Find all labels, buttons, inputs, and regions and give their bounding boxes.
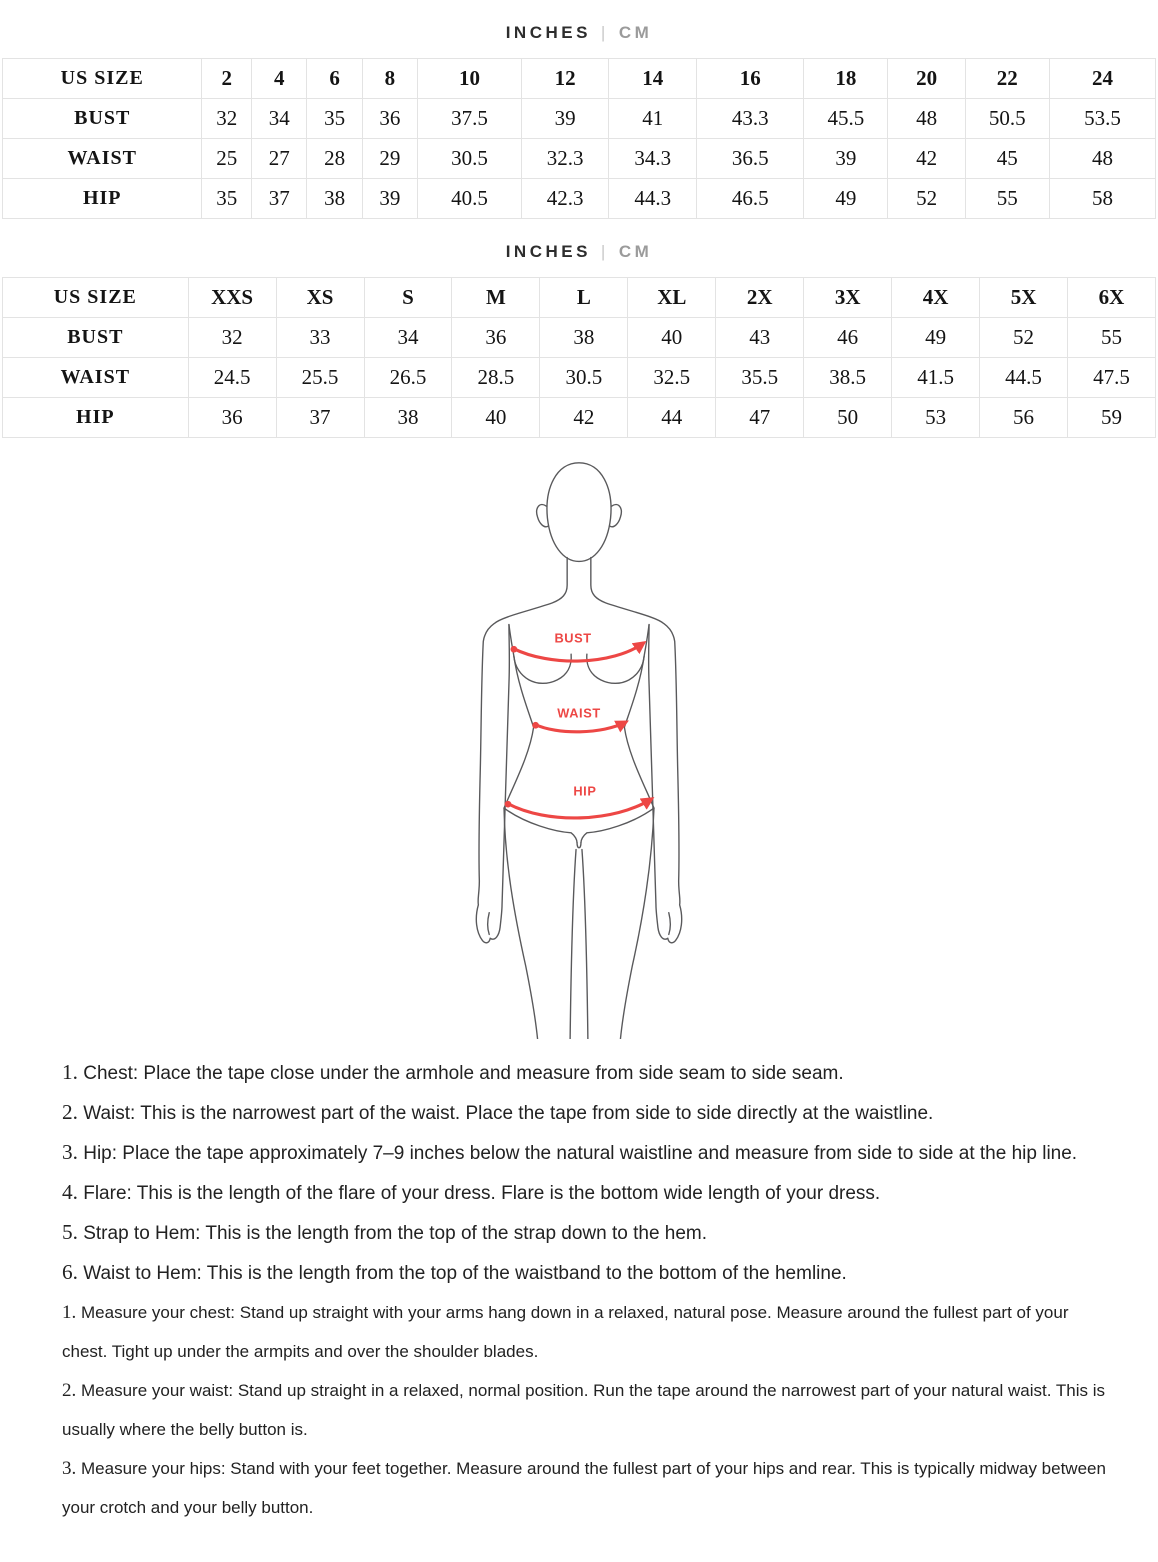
size-column-header: 6X [1068,278,1156,318]
size-column-header: 14 [609,59,697,99]
measurement-value-cell: 34.3 [609,139,697,179]
measurement-value-cell: 43 [716,318,804,358]
measurement-value-cell: 30.5 [418,139,522,179]
measuring-instructions [0,1039,1158,1527]
measurement-value-cell: 34 [364,318,452,358]
measurement-value-cell: 36 [188,398,276,438]
measurement-value-cell: 56 [980,398,1068,438]
measurement-value-cell: 52 [888,179,965,219]
measurement-value-cell: 42 [540,398,628,438]
bust-measure-arrow [513,643,643,661]
measurement-value-cell: 25 [202,139,252,179]
alpha-size-table [2,277,1156,438]
hip-measure-arrow [507,799,651,818]
size-column-header: XXS [188,278,276,318]
measurement-value-cell: 45 [965,139,1049,179]
measurement-value-cell: 48 [888,99,965,139]
measurement-value-cell: 41 [609,99,697,139]
head-outline [547,463,611,562]
measurement-value-cell: 53 [892,398,980,438]
size-column-header: 18 [804,59,888,99]
measurement-value-cell: 44 [628,398,716,438]
instruction-number: 2. [62,1100,78,1124]
measurement-row [3,179,1156,219]
size-column-header: 10 [418,59,522,99]
unit-toggle [0,0,1158,58]
measurement-row [3,318,1156,358]
measurement-value-cell: 46 [804,318,892,358]
measurement-row-label: BUST [3,99,202,139]
measurement-value-cell: 50.5 [965,99,1049,139]
size-column-header: 8 [362,59,417,99]
instruction-number: 3. [62,1458,77,1479]
waist-label: WAIST [557,705,601,721]
size-column-header: 12 [521,59,609,99]
instruction-item: 2. Waist: This is the narrowest part of the waist. Place the tape from side to side directly at the waistline. [62,1100,934,1124]
unit-option-inches[interactable]: INCHES [505,242,591,261]
measurement-value-cell: 40 [452,398,540,438]
size-header-row [3,59,1156,99]
measurement-value-cell: 48 [1049,139,1155,179]
instruction-number: 1. [62,1060,78,1084]
measurement-row-label: WAIST [3,358,189,398]
right-shoulder-arm-outline [591,558,682,943]
measurement-value-cell: 40.5 [418,179,522,219]
measurement-value-cell: 38 [364,398,452,438]
size-column-header: 5X [980,278,1068,318]
measurement-value-cell: 55 [1068,318,1156,358]
measurement-value-cell: 28.5 [452,358,540,398]
measurement-value-cell: 36.5 [697,139,804,179]
instruction-item: 4. Flare: This is the length of the flare of your dress. Flare is the bottom wide length of your dress. [62,1180,881,1204]
measurement-value-cell: 42 [888,139,965,179]
measurement-row [3,99,1156,139]
instruction-item: 2. Measure your waist: Stand up straight in a relaxed, normal position. Run the tape around the narrowest part of your natural waist. This is usually where the belly button is. [62,1380,1106,1439]
measurement-value-cell: 33 [276,318,364,358]
measurement-value-cell: 53.5 [1049,99,1155,139]
measurement-value-cell: 50 [804,398,892,438]
size-column-header: 24 [1049,59,1155,99]
measurement-value-cell: 39 [804,139,888,179]
measurement-value-cell: 36 [452,318,540,358]
measurement-row [3,398,1156,438]
measurement-value-cell: 28 [307,139,362,179]
right-inner-leg-line [582,850,588,1039]
measurement-value-cell: 38 [540,318,628,358]
measurement-value-cell: 26.5 [364,358,452,398]
size-column-header: 2 [202,59,252,99]
measurement-value-cell: 44.5 [980,358,1068,398]
size-column-header: 20 [888,59,965,99]
measurement-value-cell: 59 [1068,398,1156,438]
unit-option-cm[interactable]: CM [618,242,653,261]
measurement-value-cell: 25.5 [276,358,364,398]
instruction-number: 5. [62,1220,78,1244]
measurement-value-cell: 30.5 [540,358,628,398]
size-column-header: 6 [307,59,362,99]
measurement-value-cell: 24.5 [188,358,276,398]
crotch-curve [577,843,581,848]
measurement-value-cell: 41.5 [892,358,980,398]
instruction-number: 4. [62,1180,78,1204]
measurement-value-cell: 39 [362,179,417,219]
measurement-value-cell: 58 [1049,179,1155,219]
measurement-value-cell: 45.5 [804,99,888,139]
measurement-value-cell: 47.5 [1068,358,1156,398]
size-column-header: 4X [892,278,980,318]
unit-separator: | [600,23,609,42]
measurement-value-cell: 35 [307,99,362,139]
instruction-item: 5. Strap to Hem: This is the length from the top of the strap down to the hem. [62,1220,708,1244]
left-inner-leg-line [570,850,576,1039]
size-column-header: 16 [697,59,804,99]
left-finger-line [488,913,489,935]
measurement-row [3,358,1156,398]
measurement-value-cell: 49 [804,179,888,219]
left-hip-curve [504,808,577,843]
measurement-value-cell: 43.3 [697,99,804,139]
measurement-value-cell: 46.5 [697,179,804,219]
measurement-value-cell: 37.5 [418,99,522,139]
left-hand-inner-arm-outline [490,625,509,940]
measurement-diagram [0,447,1158,1039]
instruction-item: 1. Measure your chest: Stand up straight with your arms hang down in a relaxed, natural pose. Measure around the fullest part of your chest. Tight up under the armpits and over the shoulder blades. [62,1302,1069,1361]
hip-label: HIP [573,783,597,799]
unit-option-cm[interactable]: CM [618,23,653,42]
measurement-value-cell: 38.5 [804,358,892,398]
instruction-number: 3. [62,1140,78,1164]
measurement-value-cell: 32.5 [628,358,716,398]
instruction-number: 1. [62,1302,77,1323]
instruction-item: 3. Hip: Place the tape approximately 7–9 inches below the natural waistline and measure from side to side at the hip line. [62,1140,1078,1164]
measurement-row-label: HIP [3,398,189,438]
instruction-item: 6. Waist to Hem: This is the length from the top of the waistband to the bottom of the hemline. [62,1260,847,1284]
measurement-row-label: WAIST [3,139,202,179]
body-measure-list [62,1293,1113,1527]
size-column-header: S [364,278,452,318]
measurement-value-cell: 39 [521,99,609,139]
size-table-corner-label: US SIZE [3,278,189,318]
measurement-value-cell: 32.3 [521,139,609,179]
bust-label: BUST [554,630,592,646]
unit-option-inches[interactable]: INCHES [505,23,591,42]
measurement-value-cell: 34 [252,99,307,139]
unit-separator: | [600,242,609,261]
measurement-value-cell: 47 [716,398,804,438]
measurement-value-cell: 32 [202,99,252,139]
size-column-header: 2X [716,278,804,318]
right-finger-line [669,913,670,935]
numeric-size-table [2,58,1156,219]
size-column-header: XS [276,278,364,318]
measurement-row-label: HIP [3,179,202,219]
body-figure-illustration [455,447,703,1039]
instruction-number: 6. [62,1260,78,1284]
measurement-value-cell: 36 [362,99,417,139]
instruction-item: 3. Measure your hips: Stand with your feet together. Measure around the fullest part of your hips and rear. This is typically midway between your crotch and your belly button. [62,1458,1106,1517]
measurement-value-cell: 49 [892,318,980,358]
size-column-header: XL [628,278,716,318]
right-hand-inner-arm-outline [649,625,668,940]
measurement-value-cell: 38 [307,179,362,219]
unit-toggle [0,219,1158,277]
measurement-value-cell: 55 [965,179,1049,219]
size-column-header: M [452,278,540,318]
measurement-value-cell: 35 [202,179,252,219]
measurement-value-cell: 42.3 [521,179,609,219]
size-column-header: 4 [252,59,307,99]
size-column-header: L [540,278,628,318]
measurement-value-cell: 37 [252,179,307,219]
size-header-row [3,278,1156,318]
measurement-value-cell: 37 [276,398,364,438]
left-shoulder-arm-outline [476,558,567,943]
size-column-header: 3X [804,278,892,318]
instruction-number: 2. [62,1380,77,1401]
size-table-corner-label: US SIZE [3,59,202,99]
measurement-value-cell: 32 [188,318,276,358]
measurement-row [3,139,1156,179]
measurement-value-cell: 40 [628,318,716,358]
measurement-value-cell: 35.5 [716,358,804,398]
measurement-value-cell: 52 [980,318,1068,358]
size-column-header: 22 [965,59,1049,99]
garment-measure-list [62,1053,1113,1293]
measurement-value-cell: 44.3 [609,179,697,219]
measurement-value-cell: 29 [362,139,417,179]
measurement-value-cell: 27 [252,139,307,179]
instruction-item: 1. Chest: Place the tape close under the armhole and measure from side seam to side seam. [62,1060,844,1084]
waist-measure-arrow [535,722,626,732]
measurement-row-label: BUST [3,318,189,358]
